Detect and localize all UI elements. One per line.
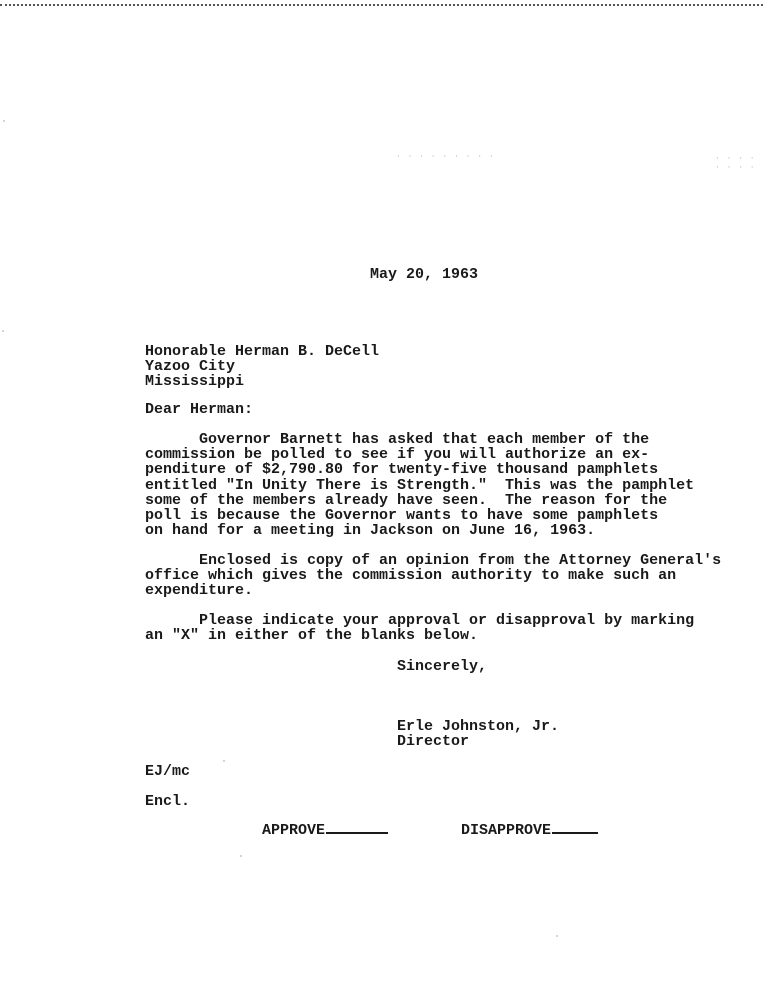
reference-initials: EJ/mc bbox=[145, 763, 191, 780]
closing: Sincerely, bbox=[397, 658, 488, 675]
faint-bleed-through-mark: · · · · · · · · · bbox=[396, 152, 495, 161]
paragraph-line: commission be polled to see if you will authorize an ex- bbox=[145, 446, 650, 464]
body-paragraph-1 bbox=[145, 432, 694, 538]
faint-bleed-through-mark: · · · · · · · · bbox=[715, 154, 756, 172]
signature-name: Erle Johnston, Jr. bbox=[397, 718, 560, 735]
paragraph-line: expenditure. bbox=[145, 582, 254, 600]
scan-speck bbox=[556, 935, 558, 937]
disapprove-blank-line[interactable] bbox=[552, 822, 598, 834]
body-paragraph-2 bbox=[145, 553, 721, 599]
letter-date: May 20, 1963 bbox=[370, 266, 479, 283]
recipient-city: Yazoo City bbox=[145, 358, 236, 375]
approve-blank-line[interactable] bbox=[326, 822, 388, 834]
paragraph-line: penditure of $2,790.80 for twenty-five thousand pamphlets bbox=[145, 461, 659, 479]
approve-field bbox=[262, 822, 388, 838]
approve-label: APPROVE bbox=[262, 822, 326, 839]
enclosure-note: Encl. bbox=[145, 793, 191, 810]
scan-speck bbox=[240, 855, 242, 857]
disapprove-label: DISAPPROVE bbox=[461, 822, 552, 839]
signature-title: Director bbox=[397, 733, 470, 750]
paragraph-line: poll is because the Governor wants to have some pamphlets bbox=[145, 507, 659, 525]
recipient-address bbox=[145, 344, 379, 389]
paragraph-line: Enclosed is copy of an opinion from the Attorney General's bbox=[145, 552, 722, 569]
paragraph-line: Governor Barnett has asked that each member of the bbox=[145, 431, 650, 448]
paragraph-line: office which gives the commission authority to make such an bbox=[145, 567, 677, 585]
body-paragraph-3 bbox=[145, 613, 694, 643]
paragraph-line: on hand for a meeting in Jackson on June 16, 1963. bbox=[145, 522, 596, 540]
recipient-name: Honorable Herman B. DeCell bbox=[145, 343, 380, 360]
scan-speck bbox=[223, 760, 225, 762]
recipient-state: Mississippi bbox=[145, 373, 245, 390]
paragraph-line: some of the members already have seen. The reason for the bbox=[145, 491, 668, 509]
paragraph-line: entitled "In Unity There is Strength." This was the pamphlet bbox=[145, 476, 695, 494]
signature-block bbox=[397, 719, 559, 749]
disapprove-field bbox=[461, 822, 598, 838]
salutation: Dear Herman: bbox=[145, 401, 254, 418]
paragraph-line: an "X" in either of the blanks below. bbox=[145, 627, 479, 645]
scan-speck bbox=[2, 330, 4, 332]
scan-speck bbox=[3, 120, 5, 122]
top-dotted-border bbox=[0, 4, 763, 6]
paragraph-line: Please indicate your approval or disapproval by marking bbox=[145, 612, 695, 629]
